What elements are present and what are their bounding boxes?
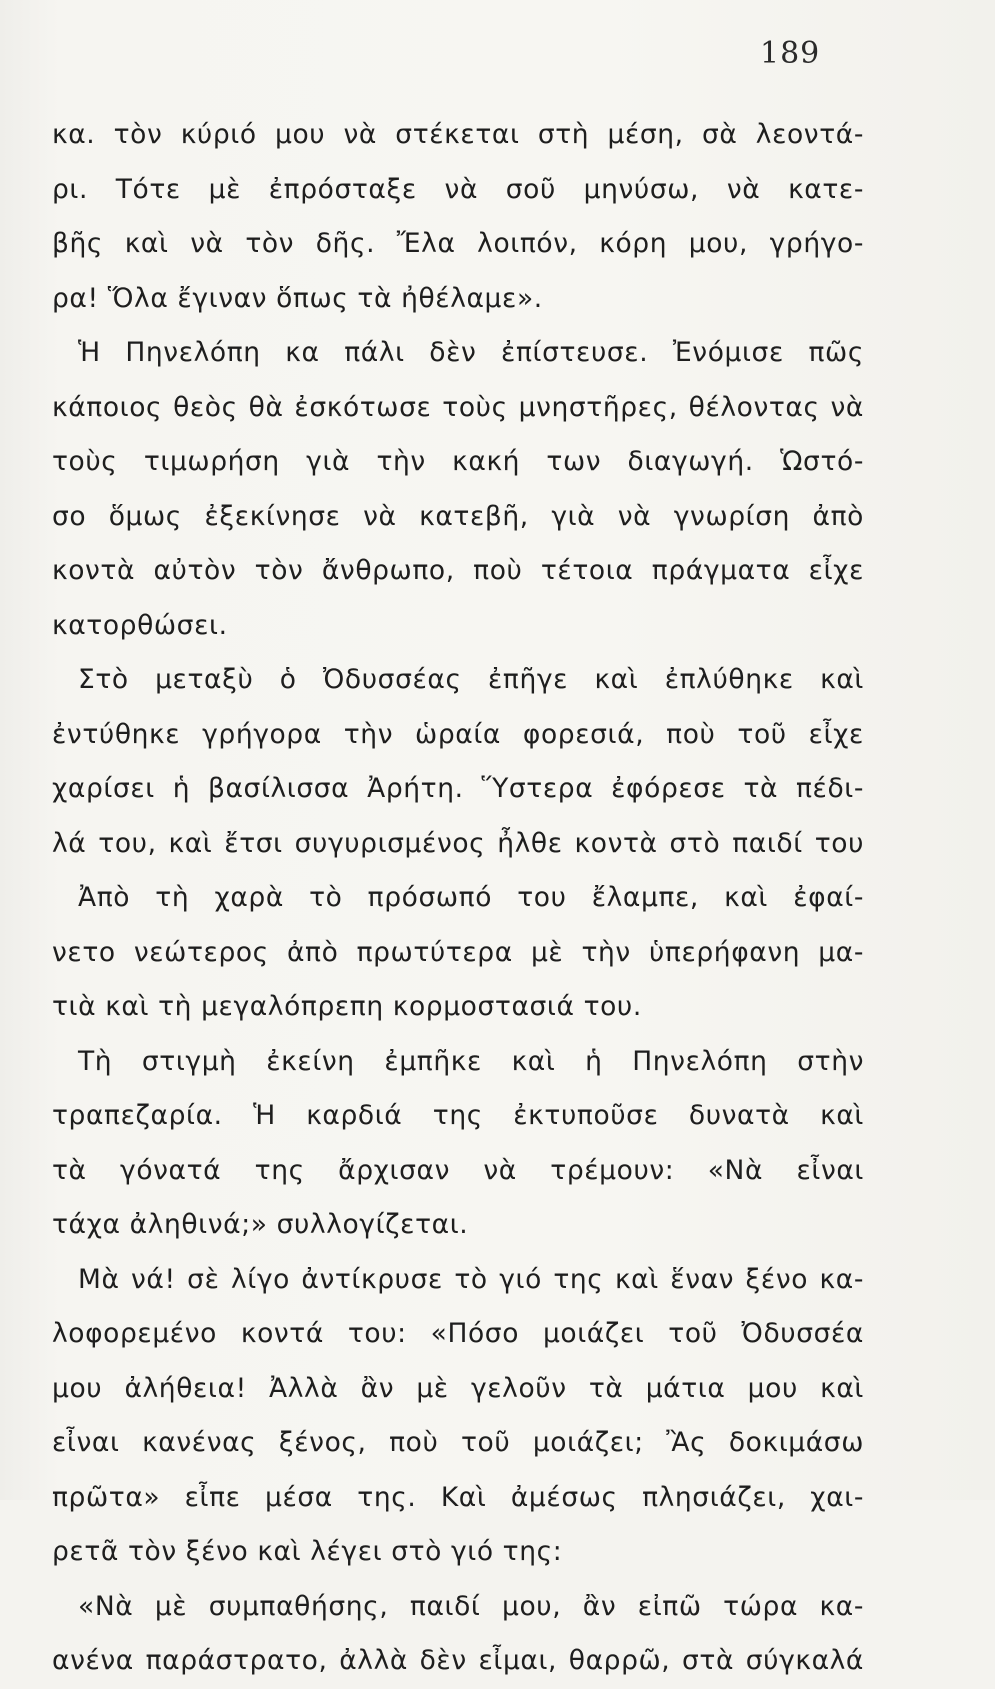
text-line: νετο νεώτερος ἀπὸ πρωτύτερα μὲ τὴν ὑπερήφανη μα- <box>52 936 864 968</box>
text-line: τὰ γόνατά της ἄρχισαν νὰ τρέμουν: «Νὰ εἶναι <box>52 1154 864 1186</box>
text-line: Ἀπὸ τὴ χαρὰ τὸ πρόσωπό του ἔλαμπε, καὶ ἐφαί- <box>78 882 864 913</box>
text-line: ρα! Ὅλα ἔγιναν ὅπως τὰ ἠθέλαμε». <box>52 282 543 314</box>
text-line: ρι. Τότε μὲ ἐπρόσταξε νὰ σοῦ μηνύσω, νὰ κατε- <box>52 173 864 205</box>
page-number: 189 <box>760 36 821 71</box>
text-line: τοὺς τιμωρήση γιὰ τὴν κακή των διαγωγή. Ὡστό- <box>52 446 864 477</box>
text-line: ρετᾶ τὸν ξένο καὶ λέγει στὸ γιό της: <box>52 1536 563 1567</box>
text-line: ἐντύθηκε γρήγορα τὴν ὡραία φορεσιά, ποὺ τοῦ εἶχε <box>52 718 864 750</box>
text-line: Ἡ Πηνελόπη κα πάλι δὲν ἐπίστευσε. Ἐνόμισε πῶς <box>78 337 864 368</box>
text-line: ανένα παράστρατο, ἀλλὰ δὲν εἶμαι, θαρρῶ, στὰ σύγκαλά <box>52 1645 864 1676</box>
text-line: κοντὰ αὐτὸν τὸν ἄνθρωπο, ποὺ τέτοια πράγματα εἶχε <box>52 555 864 586</box>
text-line: μου ἀλήθεια! Ἀλλὰ ἂν μὲ γελοῦν τὰ μάτια μου καὶ <box>52 1372 864 1404</box>
text-line: βῆς καὶ νὰ τὸν δῆς. Ἔλα λοιπόν, κόρη μου, γρήγο- <box>52 228 864 259</box>
text-line: λά του, καὶ ἔτσι συγυρισμένος ἦλθε κοντὰ στὸ παιδί του <box>52 827 864 859</box>
text-line: τιὰ καὶ τὴ μεγαλόπρεπη κορμοστασιά του. <box>52 991 642 1022</box>
text-line: τραπεζαρία. Ἡ καρδιά της ἐκτυποῦσε δυνατὰ καὶ <box>52 1100 864 1131</box>
text-line: κατορθώσει. <box>52 609 228 641</box>
text-line: χαρίσει ἡ βασίλισσα Ἀρήτη. Ὕστερα ἐφόρεσε τὰ πέδι- <box>52 773 864 804</box>
text-line: Μὰ νά! σὲ λίγο ἀντίκρυσε τὸ γιό της καὶ ἕναν ξένο κα- <box>78 1263 864 1295</box>
text-line: Τὴ στιγμὴ ἐκείνη ἐμπῆκε καὶ ἡ Πηνελόπη στὴν <box>78 1045 864 1077</box>
text-line: σο ὅμως ἐξεκίνησε νὰ κατεβῆ, γιὰ νὰ γνωρίση ἀπὸ <box>52 500 864 532</box>
text-line: εἶναι κανένας ξένος, ποὺ τοῦ μοιάζει; Ἂς δοκιμάσω <box>52 1427 864 1458</box>
text-line: «Νὰ μὲ συμπαθήσης, παιδί μου, ἂν εἰπῶ τώρα κα- <box>78 1590 864 1622</box>
body-text <box>52 108 864 1689</box>
text-line: Στὸ μεταξὺ ὁ Ὀδυσσέας ἐπῆγε καὶ ἐπλύθηκε καὶ <box>78 664 864 695</box>
text-line: κα. τὸν κύριό μου νὰ στέκεται στὴ μέση, σὰ λεοντά- <box>52 119 864 150</box>
text-line: κάποιος θεὸς θὰ ἐσκότωσε τοὺς μνηστῆρες, θέλοντας νὰ <box>52 391 864 423</box>
text-line: τάχα ἀληθινά;» συλλογίζεται. <box>52 1209 469 1240</box>
text-line: λοφορεμένο κοντά του: «Πόσο μοιάζει τοῦ Ὀδυσσέα <box>52 1318 864 1349</box>
text-line: πρῶτα» εἶπε μέσα της. Καὶ ἀμέσως πλησιάζει, χαι- <box>52 1481 864 1513</box>
